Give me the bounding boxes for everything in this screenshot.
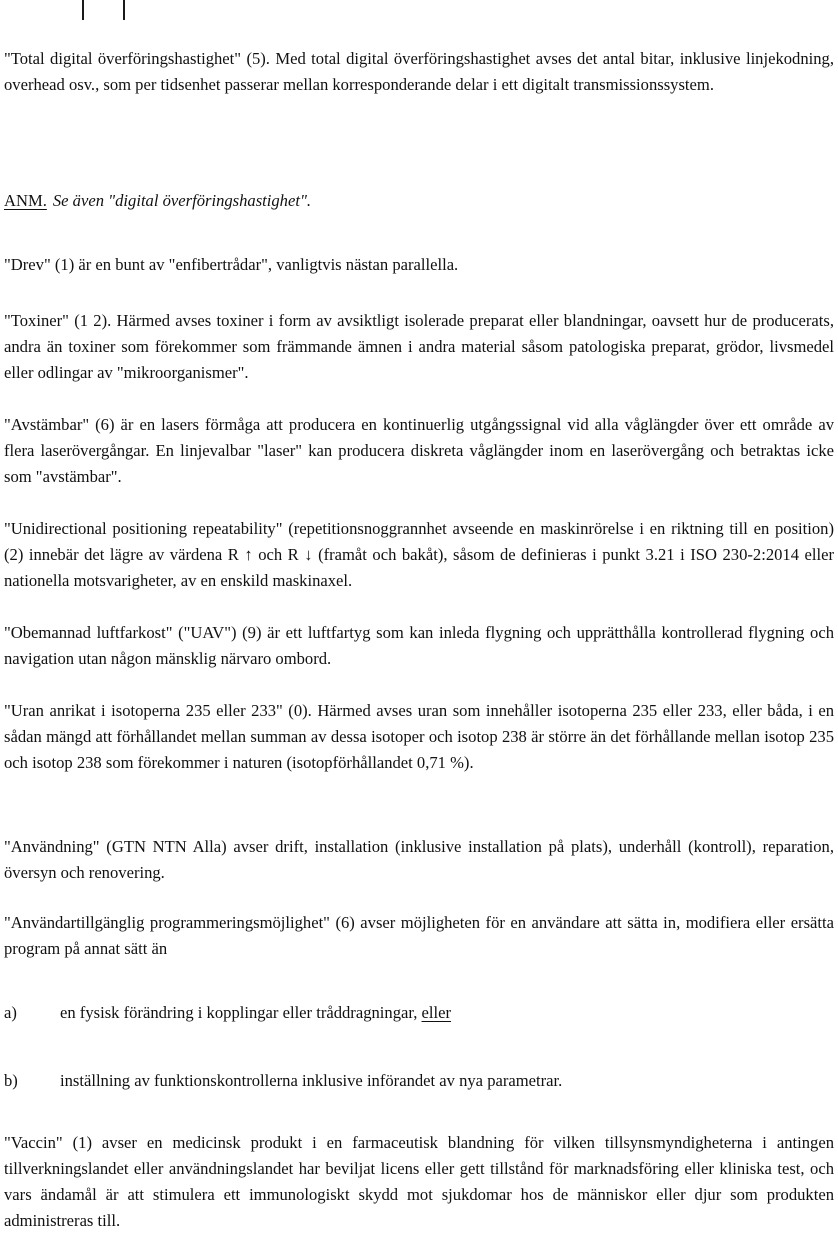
definition-anvandartillganglig-programmeringsmojlighet: "Användartillgänglig programmeringsmöjlighet" (6) avser möjligheten för en användare att sätta in, modifiera eller ersätta program på annat sätt än [4,913,834,958]
list-item-text: en fysisk förändring i kopplingar eller tråddragningar, [60,1003,418,1022]
definition-obemannad-luftfarkost: "Obemannad luftfarkost" ("UAV") (9) är ett luftfartyg som kan inleda flygning och upprätthålla kontrollerad flygning och navigation utan någon mänsklig närvaro ombord. [4,623,834,668]
list-item-label: b) [4,1071,18,1090]
list-item-tail: eller [421,1003,452,1022]
definition-avstambar: "Avstämbar" (6) är en lasers förmåga att producera en kontinuerlig utgångssignal vid alla våglängder över ett område av flera laserövergångar. En linjevalbar "laser" kan producera diskreta våglängder inom en laserövergång och betraktas icke som "avstämbar". [4,415,834,486]
definition-toxiner: "Toxiner" (1 2). Härmed avses toxiner i form av avsiktligt isolerade preparat eller blandningar, oavsett hur de producerats, andra än toxiner som förekommer som främmande ämnen i andra material såsom patologiska preparat, grödor, livsmedel eller odlingar av "mikroorganismer". [4,311,834,382]
note-text: Se även "digital överföringshastighet". [52,191,312,210]
definition-anvandning: "Användning" (GTN NTN Alla) avser drift, installation (inklusive installation på plats), underhåll (kontroll), reparation, översyn och renovering. [4,837,834,882]
definition-drev: "Drev" (1) är en bunt av "enfibertrådar", vanligtvis nästan parallella. [4,255,459,274]
margin-bar-right [123,0,125,20]
note-label: ANM. [4,191,47,210]
definition-uran-anrikat: "Uran anrikat i isotoperna 235 eller 233" (0). Härmed avses uran som innehåller isotoperna 235 eller 233, eller båda, i en sådan mängd att förhållandet mellan summan av dessa isotoper och isotop 238 är större än det förhållande mellan isotop 235 och isotop 238 som förekommer i naturen (isotopförhållandet 0,71 %). [4,701,834,772]
definition-vaccin: "Vaccin" (1) avser en medicinsk produkt i en farmaceutisk blandning för vilken tillsynsmyndigheterna i antingen tillverkningslandet eller användningslandet har beviljat licens eller gett tillstånd för marknadsföring eller kliniska test, och vars ändamål är att stimulera ett immunologiskt skydd mot sjukdomar hos de människor eller djur som produkten administreras till. [4,1133,834,1230]
note-anm [4,188,834,214]
margin-bar-left [82,0,84,20]
list-item-text: inställning av funktionskontrollerna inklusive införandet av nya parametrar. [60,1071,563,1090]
definition-total-digital-overforingshastighet: "Total digital överföringshastighet" (5). Med total digital överföringshastighet avses det antal bitar, inklusive linjekodning, overhead osv., som per tidsenhet passerar mellan korresponderande delar i ett digitalt transmissionssystem. [4,49,834,94]
list-item-label: a) [4,1003,17,1022]
definition-unidirectional-positioning-repeatability: "Unidirectional positioning repeatability" (repetitionsnoggrannhet avseende en maskinrörelse i en riktning till en position) (2) innebär det lägre av värdena R ↑ och R ↓ (framåt och bakåt), såsom de definieras i punkt 3.21 i ISO 230-2:2014 eller nationella motsvarigheter, av en enskild maskinaxel. [4,519,834,590]
